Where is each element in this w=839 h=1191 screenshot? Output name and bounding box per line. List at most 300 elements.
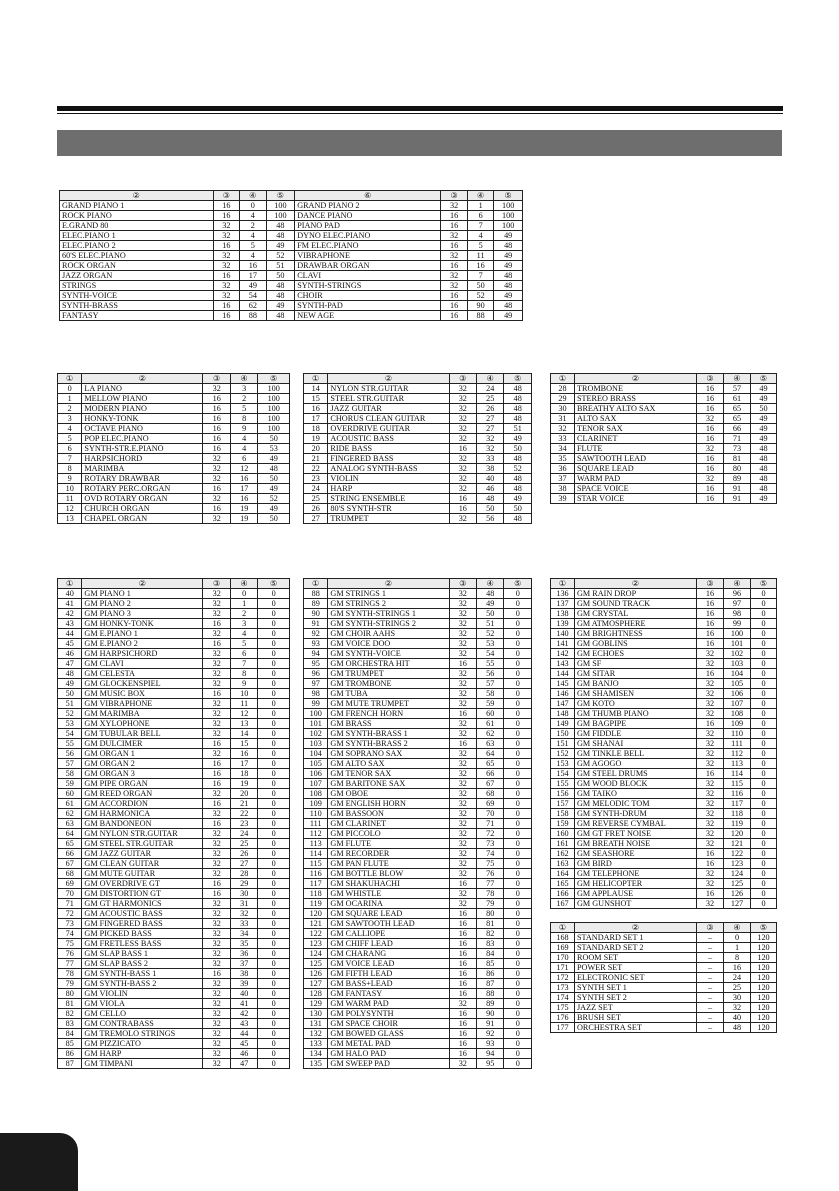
table-row — [304, 1019, 532, 1029]
value-cell: 32 — [449, 454, 476, 464]
value-cell: 0 — [258, 1009, 290, 1019]
value-cell: 48 — [266, 311, 295, 321]
value-cell: 0 — [751, 649, 777, 659]
value-cell: 16 — [441, 261, 467, 271]
tone-name-cell: OCTAVE PIANO — [82, 424, 203, 434]
col-header: ③ — [697, 374, 724, 384]
col-header: ④ — [477, 374, 504, 384]
value-cell: 16 — [697, 619, 724, 629]
value-cell: 32 — [203, 929, 230, 939]
value-cell: 16 — [449, 1009, 476, 1019]
table-row — [60, 221, 523, 231]
col-header: ⑤ — [751, 579, 777, 589]
tone-name-cell: SPACE VOICE — [575, 484, 697, 494]
value-cell: 0 — [751, 659, 777, 669]
value-cell: 12 — [230, 464, 257, 474]
value-cell: 9 — [230, 679, 257, 689]
table-row — [551, 799, 777, 809]
value-cell: 17 — [240, 271, 266, 281]
tone-number-cell: 102 — [304, 729, 328, 739]
tone-number-cell: 110 — [304, 809, 328, 819]
tone-number-cell: 80 — [58, 989, 82, 999]
tone-name-cell: GM RAIN DROP — [575, 589, 697, 599]
tone-name-cell: GM CHOIR AAHS — [328, 629, 449, 639]
value-cell: 100 — [494, 211, 523, 221]
value-cell: 32 — [697, 799, 724, 809]
value-cell: 92 — [477, 1029, 504, 1039]
tone-number-cell: 149 — [551, 719, 575, 729]
value-cell: 32 — [697, 689, 724, 699]
value-cell: 90 — [477, 1009, 504, 1019]
value-cell: 32 — [203, 949, 230, 959]
value-cell: 87 — [477, 979, 504, 989]
value-cell: 67 — [477, 779, 504, 789]
tone-number-cell: 148 — [551, 709, 575, 719]
value-cell: 0 — [504, 829, 532, 839]
tone-name-cell: CHURCH ORGAN — [82, 504, 203, 514]
tone-number-cell: 71 — [58, 899, 82, 909]
value-cell: 82 — [477, 929, 504, 939]
table-row — [58, 949, 290, 959]
value-cell: 32 — [441, 271, 467, 281]
value-cell: 88 — [467, 311, 493, 321]
value-cell: – — [697, 943, 724, 953]
value-cell: 32 — [203, 1039, 230, 1049]
tone-name-cell: GM E.PIANO 2 — [82, 639, 203, 649]
value-cell: 100 — [258, 394, 290, 404]
tone-name-cell: CLAVI — [295, 271, 441, 281]
tone-name-cell: GM BRIGHTNESS — [575, 629, 697, 639]
value-cell: 49 — [258, 504, 290, 514]
col-header: ④ — [467, 191, 493, 201]
value-cell: 17 — [230, 484, 257, 494]
col-header: ② — [328, 374, 449, 384]
value-cell: 32 — [697, 829, 724, 839]
tone-name-cell: TROMBONE — [575, 384, 697, 394]
value-cell: 0 — [258, 899, 290, 909]
value-cell: 0 — [751, 759, 777, 769]
value-cell: 49 — [751, 414, 777, 424]
value-cell: 32 — [697, 759, 724, 769]
tone-name-cell: GM FRETLESS BASS — [82, 939, 203, 949]
value-cell: 107 — [724, 699, 751, 709]
tone-name-cell: GM SOPRANO SAX — [328, 749, 449, 759]
value-cell: 80 — [477, 909, 504, 919]
table-row — [60, 301, 523, 311]
tone-number-cell: 154 — [551, 769, 575, 779]
value-cell: 48 — [494, 281, 523, 291]
value-cell: 0 — [258, 809, 290, 819]
tone-name-cell: FINGERED BASS — [328, 454, 449, 464]
value-cell: 53 — [258, 444, 290, 454]
table-row — [304, 1029, 532, 1039]
value-cell: 40 — [477, 474, 504, 484]
value-cell: 32 — [441, 201, 467, 211]
value-cell: 32 — [449, 809, 476, 819]
tone-name-cell: VIOLIN — [328, 474, 449, 484]
value-cell: 0 — [258, 619, 290, 629]
value-cell: 4 — [240, 251, 266, 261]
value-cell: 0 — [751, 699, 777, 709]
value-cell: 32 — [213, 231, 239, 241]
value-cell: 16 — [449, 1049, 476, 1059]
tone-name-cell: GM TROMBONE — [328, 679, 449, 689]
tone-name-cell: GM VOICE LEAD — [328, 959, 449, 969]
tone-number-cell: 151 — [551, 739, 575, 749]
tone-number-cell: 155 — [551, 779, 575, 789]
table-row — [304, 504, 532, 514]
tone-name-cell: GM ALTO SAX — [328, 759, 449, 769]
value-cell: 16 — [697, 404, 724, 414]
col-header: ③ — [449, 579, 476, 589]
value-cell: 5 — [230, 404, 257, 414]
value-cell: 32 — [697, 474, 724, 484]
tone-name-cell: GM JAZZ GUITAR — [82, 849, 203, 859]
value-cell: 49 — [494, 311, 523, 321]
value-cell: 24 — [724, 973, 751, 983]
value-cell: 117 — [724, 799, 751, 809]
value-cell: 16 — [441, 301, 467, 311]
value-cell: 0 — [504, 809, 532, 819]
tone-number-cell: 76 — [58, 949, 82, 959]
table-row — [304, 434, 532, 444]
value-cell: 50 — [504, 504, 532, 514]
value-cell: 8 — [230, 414, 257, 424]
tone-table-b3 — [550, 373, 777, 504]
value-cell: 48 — [751, 444, 777, 454]
value-cell: 100 — [266, 201, 295, 211]
value-cell: 0 — [258, 779, 290, 789]
table-row — [551, 589, 777, 599]
tone-name-cell: GM HARP — [82, 1049, 203, 1059]
value-cell: 0 — [751, 859, 777, 869]
value-cell: 32 — [697, 729, 724, 739]
value-cell: 24 — [477, 384, 504, 394]
tone-name-cell: GM TAIKO — [575, 789, 697, 799]
table-row — [551, 1003, 777, 1013]
value-cell: 0 — [751, 839, 777, 849]
tone-number-cell: 11 — [58, 494, 82, 504]
tone-name-cell: GM OCARINA — [328, 899, 449, 909]
tone-name-cell: GM BASSOON — [328, 809, 449, 819]
value-cell: 32 — [203, 649, 230, 659]
value-cell: – — [697, 973, 724, 983]
table-row — [60, 281, 523, 291]
tone-number-cell: 67 — [58, 859, 82, 869]
value-cell: 81 — [724, 454, 751, 464]
value-cell: 49 — [494, 251, 523, 261]
tone-name-cell: GM WOOD BLOCK — [575, 779, 697, 789]
tone-number-cell: 82 — [58, 1009, 82, 1019]
table-row — [551, 943, 777, 953]
value-cell: 88 — [240, 311, 266, 321]
tone-name-cell: GM REED ORGAN — [82, 789, 203, 799]
tone-number-cell: 60 — [58, 789, 82, 799]
table-row — [304, 424, 532, 434]
value-cell: 0 — [504, 879, 532, 889]
table-row — [58, 679, 290, 689]
value-cell: 0 — [258, 689, 290, 699]
value-cell: 62 — [240, 301, 266, 311]
tone-name-cell: GM MUTE TRUMPET — [328, 699, 449, 709]
table-row — [58, 599, 290, 609]
value-cell: 16 — [441, 241, 467, 251]
tone-name-cell: GM ORCHESTRA HIT — [328, 659, 449, 669]
table-row — [58, 484, 290, 494]
value-cell: 60 — [477, 709, 504, 719]
value-cell: 32 — [203, 659, 230, 669]
value-cell: 16 — [724, 963, 751, 973]
value-cell: 32 — [441, 281, 467, 291]
tone-name-cell: GM FINGERED BASS — [82, 919, 203, 929]
value-cell: 32 — [697, 899, 724, 909]
value-cell: 120 — [751, 1003, 777, 1013]
value-cell: 0 — [258, 769, 290, 779]
table-row — [551, 933, 777, 943]
value-cell: 32 — [449, 789, 476, 799]
tone-name-cell: GM ENGLISH HORN — [328, 799, 449, 809]
table-row — [304, 999, 532, 1009]
tone-number-cell: 105 — [304, 759, 328, 769]
value-cell: 0 — [258, 609, 290, 619]
tone-number-cell: 29 — [551, 394, 575, 404]
table-row — [304, 899, 532, 909]
tone-name-cell: GM PIZZICATO — [82, 1039, 203, 1049]
col-header: ② — [575, 579, 697, 589]
value-cell: 16 — [441, 311, 467, 321]
value-cell: 48 — [751, 464, 777, 474]
value-cell: 16 — [449, 1019, 476, 1029]
col-header: ③ — [449, 374, 476, 384]
tone-name-cell: GM HARMONICA — [82, 809, 203, 819]
tone-number-cell: 62 — [58, 809, 82, 819]
table-row — [551, 1013, 777, 1023]
tone-name-cell: GM THUMB PIANO — [575, 709, 697, 719]
tone-name-cell: NEW AGE — [295, 311, 441, 321]
value-cell: 124 — [724, 869, 751, 879]
value-cell: 0 — [504, 729, 532, 739]
value-cell: 127 — [724, 899, 751, 909]
value-cell: 49 — [266, 241, 295, 251]
value-cell: 106 — [724, 689, 751, 699]
tone-number-cell: 33 — [551, 434, 575, 444]
value-cell: 36 — [230, 949, 257, 959]
value-cell: 0 — [258, 639, 290, 649]
value-cell: 32 — [203, 999, 230, 1009]
value-cell: 48 — [266, 231, 295, 241]
value-cell: 7 — [230, 659, 257, 669]
value-cell: 88 — [477, 989, 504, 999]
value-cell: 0 — [258, 729, 290, 739]
value-cell: 16 — [449, 919, 476, 929]
tone-number-cell: 88 — [304, 589, 328, 599]
tone-number-cell: 3 — [58, 414, 82, 424]
value-cell: 32 — [203, 829, 230, 839]
table-row — [551, 973, 777, 983]
tone-name-cell: ALTO SAX — [575, 414, 697, 424]
tone-name-cell: GM HALO PAD — [328, 1049, 449, 1059]
table-row — [551, 484, 777, 494]
table-row — [551, 719, 777, 729]
value-cell: 100 — [494, 201, 523, 211]
table-row — [60, 201, 523, 211]
tone-name-cell: GM FIDDLE — [575, 729, 697, 739]
value-cell: 94 — [477, 1049, 504, 1059]
table-row — [551, 759, 777, 769]
value-cell: 0 — [258, 859, 290, 869]
col-header: ② — [60, 191, 214, 201]
value-cell: 62 — [477, 729, 504, 739]
table-row — [551, 394, 777, 404]
value-cell: 32 — [697, 414, 724, 424]
value-cell: 61 — [724, 394, 751, 404]
value-cell: 2 — [240, 221, 266, 231]
value-cell: 0 — [751, 729, 777, 739]
table-row — [551, 679, 777, 689]
value-cell: 76 — [477, 869, 504, 879]
tone-name-cell: GM BRASS — [328, 719, 449, 729]
table-row — [551, 494, 777, 504]
tone-number-cell: 49 — [58, 679, 82, 689]
value-cell: 42 — [230, 1009, 257, 1019]
tone-name-cell: FLUTE — [575, 444, 697, 454]
tone-name-cell: GM SF — [575, 659, 697, 669]
value-cell: 32 — [203, 514, 230, 524]
tone-name-cell: GM HONKY-TONK — [82, 619, 203, 629]
value-cell: 48 — [504, 514, 532, 524]
table-row — [58, 989, 290, 999]
value-cell: 16 — [449, 989, 476, 999]
table-row — [304, 779, 532, 789]
table-row — [304, 929, 532, 939]
table-row — [304, 464, 532, 474]
section-heading-bar — [57, 130, 782, 156]
value-cell: 23 — [230, 819, 257, 829]
value-cell: 32 — [230, 909, 257, 919]
tone-number-cell: 125 — [304, 959, 328, 969]
value-cell: 0 — [751, 749, 777, 759]
tone-number-cell: 57 — [58, 759, 82, 769]
value-cell: 16 — [203, 504, 230, 514]
tone-name-cell: GM SHAMISEN — [575, 689, 697, 699]
value-cell: 0 — [504, 979, 532, 989]
tone-name-cell: GM SOUND TRACK — [575, 599, 697, 609]
tone-number-cell: 24 — [304, 484, 328, 494]
value-cell: 32 — [203, 1049, 230, 1059]
table-row — [58, 879, 290, 889]
value-cell: 31 — [230, 899, 257, 909]
tone-name-cell: ROCK PIANO — [60, 211, 214, 221]
value-cell: 0 — [258, 989, 290, 999]
table-row — [58, 759, 290, 769]
col-header: ① — [58, 374, 82, 384]
value-cell: 32 — [203, 464, 230, 474]
value-cell: 0 — [751, 689, 777, 699]
tone-number-cell: 101 — [304, 719, 328, 729]
tone-number-cell: 12 — [58, 504, 82, 514]
value-cell: 16 — [203, 879, 230, 889]
table-row — [304, 959, 532, 969]
value-cell: 16 — [203, 689, 230, 699]
tone-name-cell: GM FRENCH HORN — [328, 709, 449, 719]
value-cell: 35 — [230, 939, 257, 949]
value-cell: 91 — [724, 494, 751, 504]
tone-number-cell: 85 — [58, 1039, 82, 1049]
value-cell: 0 — [258, 839, 290, 849]
tone-number-cell: 171 — [551, 963, 575, 973]
value-cell: 0 — [504, 699, 532, 709]
value-cell: 0 — [751, 709, 777, 719]
value-cell: 16 — [449, 1039, 476, 1049]
value-cell: 97 — [724, 599, 751, 609]
value-cell: 2 — [230, 394, 257, 404]
tone-name-cell: GM GT FRET NOISE — [575, 829, 697, 839]
table-row — [304, 649, 532, 659]
value-cell: 55 — [477, 659, 504, 669]
value-cell: 0 — [504, 619, 532, 629]
value-cell: – — [697, 993, 724, 1003]
tone-name-cell: LA PIANO — [82, 384, 203, 394]
value-cell: 102 — [724, 649, 751, 659]
value-cell: 39 — [230, 979, 257, 989]
tone-name-cell: POWER SET — [575, 963, 697, 973]
table-row — [60, 261, 523, 271]
tone-number-cell: 160 — [551, 829, 575, 839]
value-cell: 57 — [477, 679, 504, 689]
value-cell: 0 — [504, 1019, 532, 1029]
tone-name-cell: GM FIFTH LEAD — [328, 969, 449, 979]
table-row — [58, 629, 290, 639]
tone-name-cell: GM OVERDRIVE GT — [82, 879, 203, 889]
value-cell: 0 — [258, 959, 290, 969]
col-header: ① — [58, 579, 82, 589]
tone-name-cell: HARP — [328, 484, 449, 494]
value-cell: 16 — [203, 819, 230, 829]
value-cell: 109 — [724, 719, 751, 729]
value-cell: 32 — [449, 414, 476, 424]
value-cell: 27 — [477, 414, 504, 424]
value-cell: 29 — [230, 879, 257, 889]
value-cell: – — [697, 1003, 724, 1013]
tone-name-cell: GM SYNTH-BASS 1 — [82, 969, 203, 979]
value-cell: 10 — [230, 689, 257, 699]
value-cell: 32 — [449, 819, 476, 829]
value-cell: 32 — [697, 749, 724, 759]
value-cell: 104 — [724, 669, 751, 679]
value-cell: 32 — [449, 719, 476, 729]
table-row — [58, 394, 290, 404]
value-cell: 32 — [449, 839, 476, 849]
value-cell: 0 — [258, 669, 290, 679]
value-cell: 32 — [449, 384, 476, 394]
tone-name-cell: ELEC.PIANO 1 — [60, 231, 214, 241]
tone-name-cell: GM ORGAN 2 — [82, 759, 203, 769]
value-cell: 50 — [751, 404, 777, 414]
table-row — [551, 749, 777, 759]
tone-number-cell: 117 — [304, 879, 328, 889]
tone-name-cell: GM MARIMBA — [82, 709, 203, 719]
table-row — [60, 241, 523, 251]
table-row — [551, 649, 777, 659]
tone-name-cell: E.GRAND 80 — [60, 221, 214, 231]
value-cell: 0 — [751, 879, 777, 889]
tone-number-cell: 59 — [58, 779, 82, 789]
tone-number-cell: 161 — [551, 839, 575, 849]
tone-number-cell: 122 — [304, 929, 328, 939]
tone-name-cell: DANCE PIANO — [295, 211, 441, 221]
tone-number-cell: 142 — [551, 649, 575, 659]
value-cell: 0 — [258, 599, 290, 609]
